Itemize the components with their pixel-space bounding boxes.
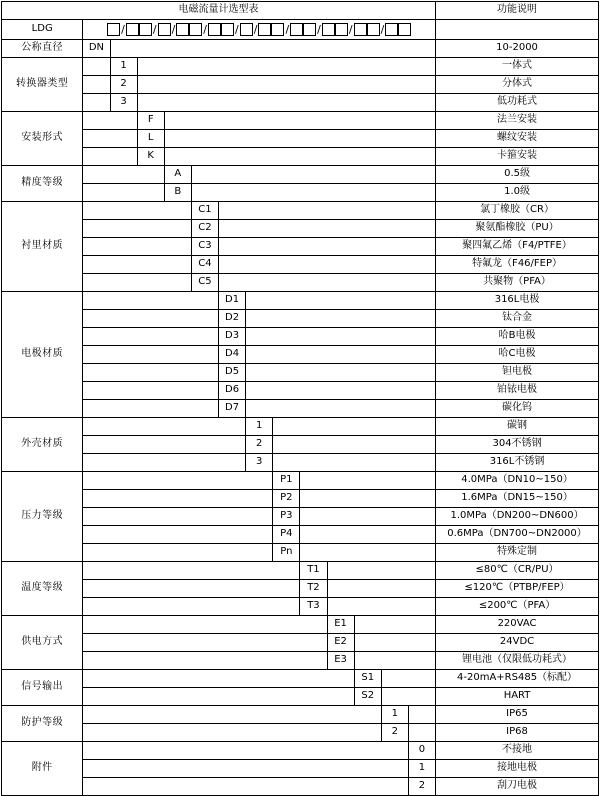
code-box-4a [176, 23, 189, 36]
code-electrode-3: D3 [219, 328, 246, 346]
code-signal-1: S1 [354, 670, 381, 688]
code-accuracy-1: A [164, 166, 191, 184]
model-code-desc-blank [436, 20, 599, 40]
code-install-1: F [137, 112, 164, 130]
table-row [2, 40, 599, 58]
table-row [2, 58, 599, 76]
code-box-9a [322, 23, 335, 36]
table-row [2, 310, 599, 328]
table-row [2, 616, 599, 634]
desc-pressure-4: 0.6MPa（DN700~DN2000） [436, 526, 599, 544]
table-row [2, 238, 599, 256]
desc-signal-2: HART [436, 688, 599, 706]
code-shell-1: 1 [246, 418, 273, 436]
table-row [2, 472, 599, 490]
table-row [2, 166, 599, 184]
code-electrode-1: D1 [219, 292, 246, 310]
model-prefix: LDG [2, 20, 83, 40]
code-power-1: E1 [327, 616, 354, 634]
code-converter-1: 1 [110, 58, 137, 76]
desc-accessory-2: 接地电极 [436, 760, 599, 778]
code-temperature-3: T3 [300, 598, 327, 616]
code-protection-2: 2 [381, 724, 408, 742]
desc-electrode-7: 碳化钨 [436, 400, 599, 418]
desc-pressure-3: 1.0MPa（DN200~DN600） [436, 508, 599, 526]
table-row [2, 382, 599, 400]
code-liner-1: C1 [191, 202, 218, 220]
code-power-2: E2 [327, 634, 354, 652]
code-electrode-2: D2 [219, 310, 246, 328]
code-shell-3: 3 [246, 454, 273, 472]
code-box-9b [335, 23, 348, 36]
category-power-supply: 供电方式 [2, 616, 83, 670]
code-box-8b [303, 23, 316, 36]
desc-shell-1: 碳钢 [436, 418, 599, 436]
category-shell-material: 外壳材质 [2, 418, 83, 472]
table-row [2, 508, 599, 526]
table-row [2, 364, 599, 382]
code-pressure-5: Pn [273, 544, 300, 562]
code-electrode-7: D7 [219, 400, 246, 418]
table-row [2, 202, 599, 220]
code-box-4b [189, 23, 202, 36]
code-converter-2: 2 [110, 76, 137, 94]
code-box-1 [107, 23, 120, 36]
code-pressure-3: P3 [273, 508, 300, 526]
desc-liner-2: 聚氨酯橡胶（PU） [436, 220, 599, 238]
table-row [2, 76, 599, 94]
table-row [2, 724, 599, 742]
category-accessories: 附件 [2, 742, 83, 796]
category-install-type: 安装形式 [2, 112, 83, 166]
code-box-11b [398, 23, 411, 36]
code-dn: DN [83, 40, 110, 58]
code-power-3: E3 [327, 652, 354, 670]
code-box-2b [139, 23, 152, 36]
code-box-10a [354, 23, 367, 36]
code-shell-2: 2 [246, 436, 273, 454]
desc-install-1: 法兰安装 [436, 112, 599, 130]
code-accuracy-2: B [164, 184, 191, 202]
table-row [2, 220, 599, 238]
desc-accuracy-1: 0.5级 [436, 166, 599, 184]
desc-shell-3: 316L不锈钢 [436, 454, 599, 472]
model-code-pattern: / / / / / / / / / / [83, 20, 436, 40]
code-accessory-1: 0 [408, 742, 435, 760]
desc-protection-2: IP68 [436, 724, 599, 742]
code-box-5b [221, 23, 234, 36]
table-title-row [2, 2, 599, 20]
table-row [2, 634, 599, 652]
code-liner-5: C5 [191, 274, 218, 292]
category-liner-material: 衬里材质 [2, 202, 83, 292]
code-box-6 [240, 23, 253, 36]
code-install-3: K [137, 148, 164, 166]
desc-converter-2: 分体式 [436, 76, 599, 94]
desc-electrode-4: 哈C电极 [436, 346, 599, 364]
table-row [2, 436, 599, 454]
desc-accessory-1: 不接地 [436, 742, 599, 760]
function-desc-header: 功能说明 [436, 2, 599, 20]
table-row [2, 418, 599, 436]
code-temperature-2: T2 [300, 580, 327, 598]
table-row [2, 130, 599, 148]
table-row [2, 148, 599, 166]
code-temperature-1: T1 [300, 562, 327, 580]
category-protection-class: 防护等级 [2, 706, 83, 742]
category-nominal-diameter: 公称直径 [2, 40, 83, 58]
table-row [2, 454, 599, 472]
desc-nominal-diameter: 10-2000 [436, 40, 599, 58]
code-liner-4: C4 [191, 256, 218, 274]
desc-signal-1: 4-20mA+RS485（标配） [436, 670, 599, 688]
desc-pressure-2: 1.6MPa（DN15~150） [436, 490, 599, 508]
desc-liner-5: 共聚物（PFA） [436, 274, 599, 292]
code-accessory-3: 2 [408, 778, 435, 796]
desc-power-2: 24VDC [436, 634, 599, 652]
table-row [2, 328, 599, 346]
code-pressure-4: P4 [273, 526, 300, 544]
table-row [2, 562, 599, 580]
code-box-8a [290, 23, 303, 36]
code-electrode-6: D6 [219, 382, 246, 400]
table-row [2, 292, 599, 310]
category-pressure-class: 压力等级 [2, 472, 83, 562]
desc-electrode-3: 哈B电极 [436, 328, 599, 346]
category-converter-type: 转换器类型 [2, 58, 83, 112]
desc-temperature-2: ≤120℃（PTBP/FEP） [436, 580, 599, 598]
category-signal-output: 信号输出 [2, 670, 83, 706]
table-row [2, 742, 599, 760]
table-row [2, 274, 599, 292]
desc-electrode-5: 钽电极 [436, 364, 599, 382]
code-box-3 [158, 23, 171, 36]
desc-electrode-2: 钛合金 [436, 310, 599, 328]
code-signal-2: S2 [354, 688, 381, 706]
category-temperature-class: 温度等级 [2, 562, 83, 616]
code-box-11a [385, 23, 398, 36]
desc-pressure-5: 特殊定制 [436, 544, 599, 562]
code-liner-3: C3 [191, 238, 218, 256]
code-protection-1: 1 [381, 706, 408, 724]
table-row [2, 670, 599, 688]
table-row [2, 760, 599, 778]
desc-converter-1: 一体式 [436, 58, 599, 76]
table-row [2, 778, 599, 796]
table-row [2, 112, 599, 130]
category-electrode-material: 电极材质 [2, 292, 83, 418]
table-row [2, 706, 599, 724]
desc-liner-1: 氯丁橡胶（CR） [436, 202, 599, 220]
model-code-row [2, 20, 599, 40]
desc-electrode-1: 316L电极 [436, 292, 599, 310]
desc-electrode-6: 铂铱电极 [436, 382, 599, 400]
category-accuracy-class: 精度等级 [2, 166, 83, 202]
code-pressure-1: P1 [273, 472, 300, 490]
code-converter-3: 3 [110, 94, 137, 112]
code-box-7b [271, 23, 284, 36]
table-row [2, 94, 599, 112]
code-liner-2: C2 [191, 220, 218, 238]
desc-temperature-1: ≤80℃（CR/PU） [436, 562, 599, 580]
table-row [2, 544, 599, 562]
table-row [2, 526, 599, 544]
code-electrode-5: D5 [219, 364, 246, 382]
code-box-5a [208, 23, 221, 36]
table-row [2, 580, 599, 598]
desc-power-3: 锂电池（仅限低功耗式） [436, 652, 599, 670]
code-accessory-2: 1 [408, 760, 435, 778]
code-electrode-4: D4 [219, 346, 246, 364]
desc-liner-4: 特氟龙（F46/FEP） [436, 256, 599, 274]
table-row [2, 688, 599, 706]
desc-power-1: 220VAC [436, 616, 599, 634]
desc-temperature-3: ≤200℃（PFA） [436, 598, 599, 616]
table-title: 电磁流量计选型表 [2, 2, 436, 20]
desc-converter-3: 低功耗式 [436, 94, 599, 112]
code-install-2: L [137, 130, 164, 148]
code-box-2a [126, 23, 139, 36]
table-row [2, 346, 599, 364]
desc-pressure-1: 4.0MPa（DN10~150） [436, 472, 599, 490]
table-row [2, 598, 599, 616]
table-row [2, 184, 599, 202]
table-row [2, 256, 599, 274]
code-pressure-2: P2 [273, 490, 300, 508]
code-box-7a [258, 23, 271, 36]
desc-liner-3: 聚四氟乙烯（F4/PTFE） [436, 238, 599, 256]
desc-protection-1: IP65 [436, 706, 599, 724]
selection-table [1, 1, 599, 796]
table-row [2, 490, 599, 508]
table-row [2, 652, 599, 670]
desc-accuracy-2: 1.0级 [436, 184, 599, 202]
code-box-10b [367, 23, 380, 36]
desc-shell-2: 304不锈钢 [436, 436, 599, 454]
desc-accessory-3: 刮刀电极 [436, 778, 599, 796]
desc-install-3: 卡箍安装 [436, 148, 599, 166]
table-row [2, 400, 599, 418]
desc-install-2: 螺纹安装 [436, 130, 599, 148]
